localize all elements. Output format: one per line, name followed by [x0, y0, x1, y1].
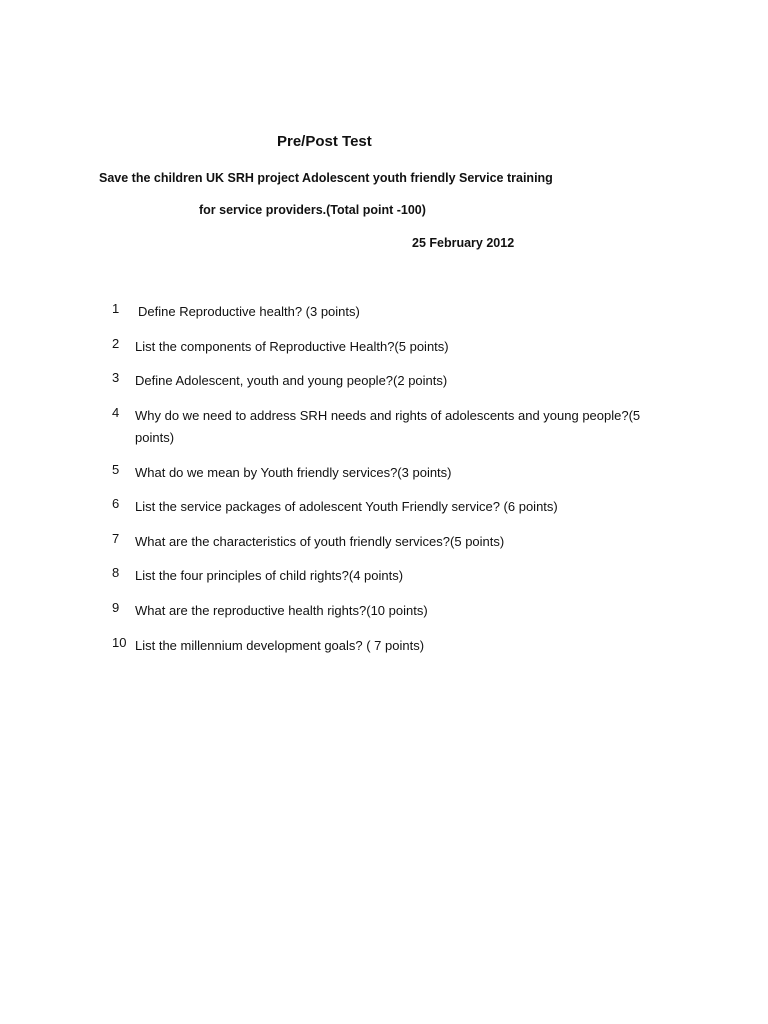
question-text: What are the reproductive health rights?(10 points): [135, 603, 428, 618]
question-text: What are the characteristics of youth friendly services?(5 points): [135, 534, 505, 549]
question-number: 4: [112, 405, 120, 420]
question-number: 5: [112, 462, 120, 477]
question-number: 2: [112, 336, 120, 351]
question-number: 7: [112, 531, 120, 546]
question-number: 9: [112, 600, 120, 615]
page-title: Pre/Post Test: [277, 133, 372, 150]
question-text: List the millennium development goals? ( 7 points): [135, 638, 425, 653]
question-number: 8: [112, 565, 120, 580]
question-number: 10: [112, 635, 127, 650]
question-number: 6: [112, 496, 120, 511]
question-text: Define Reproductive health? (3 points): [138, 304, 360, 319]
question-text: What do we mean by Youth friendly services?(3 points): [135, 465, 452, 480]
question-number: 3: [112, 370, 120, 385]
question-text: Define Adolescent, youth and young people?(2 points): [135, 373, 448, 388]
subtitle-line-1: Save the children UK SRH project Adolescent youth friendly Service training: [99, 171, 553, 185]
subtitle-line-2: for service providers.(Total point -100): [199, 203, 426, 217]
question-text: List the four principles of child rights?(4 points): [135, 568, 404, 583]
test-date: 25 February 2012: [412, 236, 515, 250]
question-text: Why do we need to address SRH needs and rights of adolescents and young people?(5 points): [135, 408, 641, 445]
question-text: List the service packages of adolescent Youth Friendly service? (6 points): [135, 499, 558, 514]
question-text: List the components of Reproductive Health?(5 points): [135, 339, 449, 354]
question-number: 1: [112, 301, 120, 316]
